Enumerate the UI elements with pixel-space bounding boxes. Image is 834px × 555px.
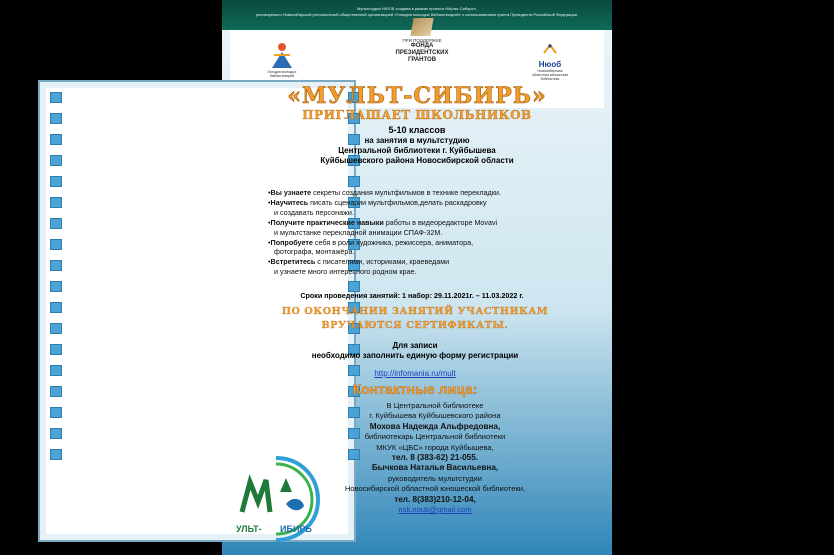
bullet-mark: •: [268, 237, 271, 247]
mult-sibir-logo: [230, 452, 322, 544]
contact-email[interactable]: nsk.noub@gmail.com: [398, 505, 472, 515]
contact-line: г. Куйбышева Куйбышевского района: [369, 411, 501, 421]
noub-figure-icon: [542, 43, 558, 55]
film-hole: [50, 260, 62, 271]
bullet-mark: •: [268, 188, 271, 197]
grades: 5-10 классов: [388, 125, 446, 135]
contact-line: МКУК «ЦБС» города Куйбышева,: [376, 442, 494, 452]
benefit-item: [268, 258, 578, 266]
benefit-item: [268, 229, 578, 237]
contact-line: Мохова Надежда Альфредовна,: [369, 421, 501, 431]
film-hole: [50, 155, 62, 166]
benefit-text: себя в роли художника, режиссера, аниматора,: [312, 237, 474, 247]
film-hole: [50, 407, 62, 418]
poster-subtitle: ПРИГЛАШАЕТ ШКОЛЬНИКОВ: [302, 108, 532, 122]
intro-line-3: Куйбышевского района Новосибирской области: [320, 156, 514, 165]
reg-line-2: необходимо заполнить единую форму регистрации: [311, 351, 519, 360]
noub-logo: [530, 42, 570, 81]
title-block: [267, 84, 567, 166]
notice-line-2: ВРУЧАЮТСЯ СЕРТИФИКАТЫ.: [321, 320, 509, 331]
film-hole: [50, 218, 62, 229]
grants-line-1: ПРИ ПОДДЕРЖКЕ: [402, 38, 442, 43]
guild-logo: [262, 40, 302, 80]
notice-line-1: ПО ОКОНЧАНИИ ЗАНЯТИЙ УЧАСТНИКАМ: [281, 306, 549, 317]
benefit-item: [268, 209, 578, 217]
contacts-heading: Контактные лица:: [352, 381, 478, 397]
benefit-bold: Научитесь: [270, 197, 309, 207]
registration-text: [250, 341, 580, 361]
course-dates: Сроки проведения занятий: 1 набор: 29.11.2021г. – 11.03.2022 г.: [300, 291, 524, 300]
certificate-notice: [250, 305, 580, 333]
header-line-2: реализуемого Новосибирской региональной общественной организацией «Гильдия молодых библиотекарей» с использованием гранта Президента Российской Федерации.: [255, 12, 579, 17]
contact-line: тел. 8 (383-62) 21-055.: [391, 453, 479, 463]
bullet-mark: •: [268, 257, 271, 267]
film-hole: [50, 386, 62, 397]
benefit-text: фотографа, монтажёра.: [274, 247, 355, 257]
film-hole: [50, 197, 62, 208]
contact-line: библиотекарь Центральной библиотеки: [364, 432, 506, 442]
film-hole: [348, 176, 360, 187]
film-hole: [50, 239, 62, 250]
bullet-mark: •: [268, 197, 271, 207]
film-hole: [50, 113, 62, 124]
film-hole: [50, 428, 62, 439]
benefit-text: с писателями, историками, краеведами: [315, 257, 450, 267]
benefit-item: [268, 268, 578, 276]
poster-title: «МУЛЬТ-СИБИРЬ»: [287, 83, 547, 109]
intro-line-2: Центральной библиотеки г. Куйбышева: [338, 146, 496, 155]
benefit-bold: Попробуете: [270, 237, 313, 247]
contact-line: В Центральной библиотеке: [386, 401, 484, 410]
contact-line: руководитель мультстудии: [387, 473, 483, 483]
noub-name: Нюоб: [538, 60, 562, 69]
noub-caption: Новосибирская областная юношеская библиотека: [531, 69, 569, 81]
benefit-text: секреты создания мультфильмов в технике перекладки.: [311, 188, 501, 197]
grants-line-4: ГРАНТОВ: [407, 57, 437, 63]
grants-line-2: ФОНДА: [410, 43, 434, 49]
film-hole: [50, 92, 62, 103]
header-line-1: Мультстудия НЮОБ создана в рамках проекта «Мульт-Сибирь»,: [356, 6, 478, 11]
guild-figure-icon: [262, 40, 302, 70]
contact-line: тел. 8(383)210-12-04,: [394, 494, 476, 504]
intro-line-1: на занятия в мультстудию: [364, 136, 470, 145]
benefit-bold: Встретитесь: [270, 257, 316, 267]
registration-link[interactable]: http://infomania.ru/mult: [374, 369, 456, 378]
mult-logo-left-text: УЛЬТ-: [236, 524, 262, 534]
film-hole: [50, 281, 62, 292]
mult-sibir-emblem-icon: [230, 452, 322, 544]
film-hole: [50, 449, 62, 460]
benefit-text: писать сценарии мультфильмов,делать раскадровку: [308, 197, 487, 207]
benefit-item: [268, 219, 578, 227]
benefit-text: работы в видеоредакторе Movavi: [383, 217, 498, 227]
benefit-bold: Получите практические навыки: [270, 217, 384, 227]
grants-emblem-icon: [410, 18, 433, 36]
guild-caption: Гильдия молодых библиотекарей: [267, 70, 297, 78]
grants-logo: [387, 18, 457, 64]
film-hole: [50, 344, 62, 355]
benefits-list: [268, 189, 578, 278]
benefit-bold: Вы узнаете: [270, 188, 312, 197]
film-hole: [50, 176, 62, 187]
benefit-text: и узнаете много интересного родном крае.: [274, 267, 417, 277]
grants-line-3: ПРЕЗИДЕНТСКИХ: [395, 50, 449, 56]
film-holes-left: [50, 92, 62, 470]
reg-line-1: Для записи: [392, 341, 438, 350]
benefit-item: [268, 239, 578, 247]
benefit-item: [268, 189, 578, 197]
contact-line: Бычкова Наталья Васильевна,: [371, 463, 499, 473]
film-hole: [50, 134, 62, 145]
film-hole: [50, 365, 62, 376]
benefit-item: [268, 248, 578, 256]
benefit-text: и мультстанке перекладной анимации СПАФ-32М.: [274, 227, 443, 237]
contacts-list: [300, 401, 570, 515]
benefit-text: и создавать персонажи.: [274, 207, 354, 217]
film-hole: [50, 302, 62, 313]
film-hole: [50, 323, 62, 334]
benefit-item: [268, 199, 578, 207]
bullet-mark: •: [268, 217, 271, 227]
contact-line: Новосибирской областной юношеской библиотеки,: [344, 484, 526, 494]
mult-logo-right-text: ИБИРЬ: [280, 524, 312, 534]
